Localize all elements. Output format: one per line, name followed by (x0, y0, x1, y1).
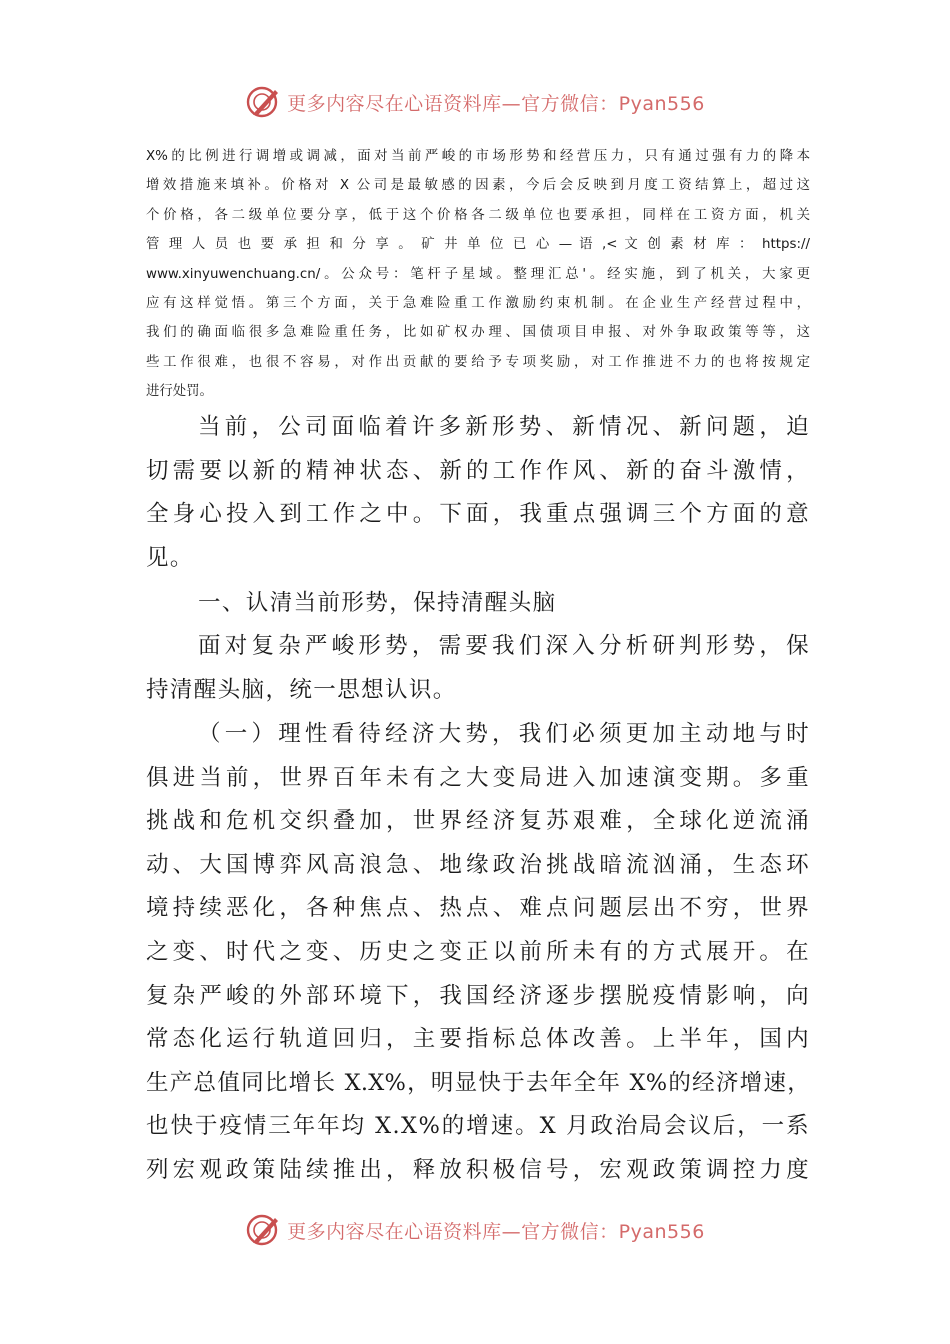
text-line: 增效措施来填补。价格对 X 公司是最敏感的因素，今后会反映到月度工资结算上，超过这 (146, 178, 810, 194)
text-line: 见。 (146, 544, 194, 571)
text-line: X%的比例进行调增或调减，面对当前严峻的市场形势和经营压力，只有通过强有力的降本 (146, 149, 810, 164)
text-line: 持清醒头脑，统一思想认识。 (146, 676, 457, 703)
paragraph-intro (146, 406, 810, 580)
text-line: 个价格，各二级单位要分享，低于这个价格各二级单位也要承担，同样在工资方面，机关 (146, 207, 810, 223)
section-heading (146, 582, 810, 626)
text-line: 俱进当前，世界百年未有之大变局进入加速演变期。多重 (146, 764, 810, 791)
text-line: 切需要以新的精神状态、新的工作作风、新的奋斗激情， (146, 457, 810, 484)
text-line: 进行处罚。 (146, 384, 213, 400)
text-line: www.xinyuwenchuang.cn/。公众号：笔杆子星域。整理汇总'。经实施，到了机关，大家更 (146, 266, 810, 282)
text-line: 列宏观政策陆续推出，释放积极信号，宏观政策调控力度 (146, 1156, 810, 1183)
footer-banner (0, 1210, 950, 1250)
text-line: 境持续恶化，各种焦点、热点、难点问题层出不穷，世界 (146, 895, 810, 922)
small-paragraph (146, 142, 810, 407)
logo-icon (245, 1213, 283, 1247)
text-line: 复杂严峻的外部环境下，我国经济逐步摆脱疫情影响，向 (146, 982, 810, 1009)
paragraph-economy (146, 713, 810, 1193)
logo-icon (245, 85, 283, 119)
header-banner (0, 82, 950, 122)
text-line: 当前，公司面临着许多新形势、新情况、新问题，迫 (198, 414, 810, 440)
text-line: 全身心投入到工作之中。下面，我重点强调三个方面的意 (146, 501, 810, 528)
text-line: 我们的确面临很多急难险重任务，比如矿权办理、国债项目申报、对外争取政策等等，这 (146, 325, 810, 341)
text-line: 管 理 人 员 也 要 承 担 和 分 享 。 矿 井 单 位 已 心 — 语 ,< 文 创 素 材 库 ： https:// (146, 237, 810, 253)
text-line: 生产总值同比增长 X.X%，明显快于去年全年 X%的经济增速， (146, 1069, 810, 1096)
text-line: 面对复杂严峻形势，需要我们深入分析研判形势，保 (198, 633, 810, 659)
text-line: 之变、时代之变、历史之变正以前所未有的方式展开。在 (146, 938, 810, 965)
text-line: 也快于疫情三年年均 X.X%的增速。X 月政治局会议后，一系 (146, 1113, 810, 1140)
heading-text: 一、认清当前形势，保持清醒头脑 (198, 590, 557, 616)
text-line: （一）理性看待经济大势，我们必须更加主动地与时 (198, 721, 810, 747)
paragraph-situation (146, 625, 810, 712)
text-line: 常态化运行轨道回归，主要指标总体改善。上半年，国内 (146, 1026, 810, 1053)
text-line: 挑战和危机交织叠加，世界经济复苏艰难，全球化逆流涌 (146, 808, 810, 835)
text-line: 动、大国博弈风高浪急、地缘政治挑战暗流汹涌，生态环 (146, 851, 810, 878)
text-line: 应有这样觉悟。第三个方面，关于急难险重工作激励约束机制。在企业生产经营过程中， (146, 296, 810, 312)
banner-text: 更多内容尽在心语资料库—官方微信：Pyan556 (287, 1220, 705, 1243)
text-line: 些工作很难，也很不容易，对作出贡献的要给予专项奖励，对工作推进不力的也将按规定 (146, 354, 810, 370)
banner-text: 更多内容尽在心语资料库—官方微信：Pyan556 (287, 92, 705, 115)
